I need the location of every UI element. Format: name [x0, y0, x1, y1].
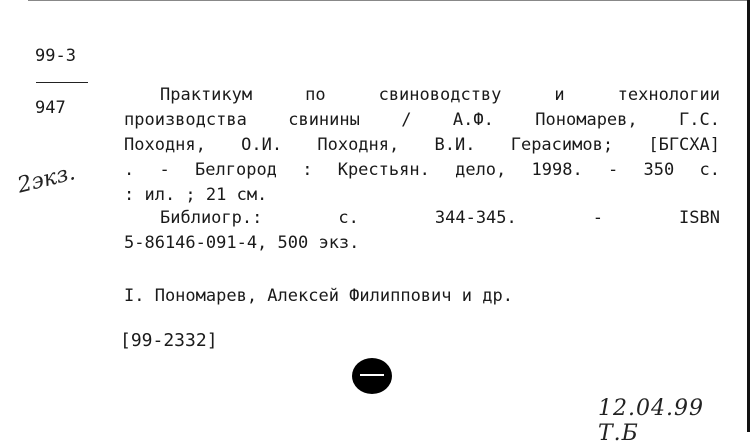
entry-line-3: Походня, О.И. Походня, В.И. Герасимов; [БГСХА]: [124, 135, 720, 155]
entry-line-5: : ил. ; 21 см.: [124, 185, 268, 205]
card-top-border: [28, 0, 750, 4]
punch-hole: [352, 358, 392, 394]
shelf-number: [99-2332]: [120, 330, 218, 351]
tracing-line: I. Пономарев, Алексей Филиппович и др.: [124, 286, 513, 306]
classmark-top: 99-3: [35, 46, 76, 66]
entry-line-2: производства свинины / А.Ф. Пономарев, Г.С.: [124, 110, 720, 130]
classmark-divider: [36, 82, 88, 83]
entry-line-7: 5-86146-091-4, 500 экз.: [124, 233, 360, 253]
entry-line-1: Практикум по свиноводству и технологии: [160, 85, 720, 105]
entry-line-6: Библиогр.: с. 344-345. - ISBN: [160, 208, 720, 228]
handwritten-date-initials: 12.04.99 Т.Б: [598, 396, 704, 446]
entry-line-4: . - Белгород : Крестьян. дело, 1998. - 350 с.: [124, 160, 720, 180]
handwritten-copies-note: 2экз.: [14, 160, 78, 199]
classmark-bottom: 947: [35, 98, 66, 118]
